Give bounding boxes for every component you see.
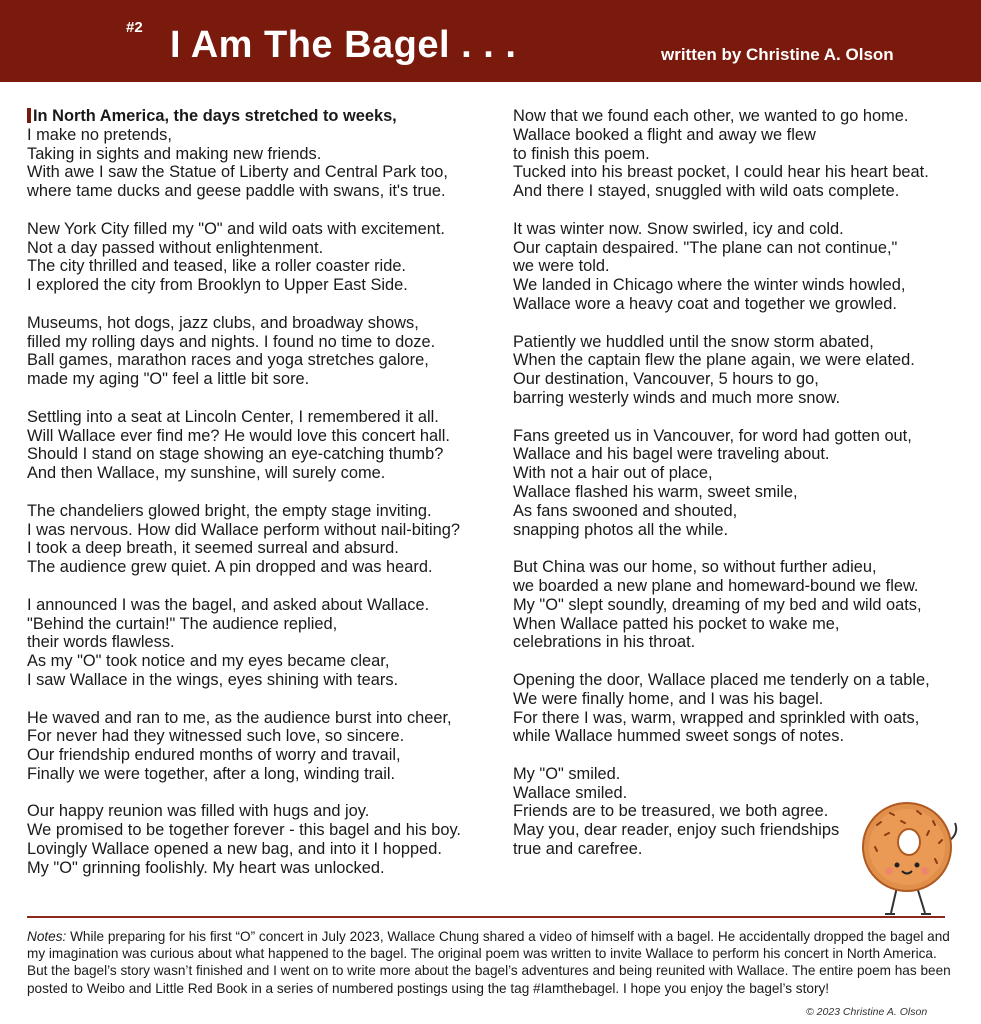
poem-line: I took a deep breath, it seemed surreal and absurd. (27, 539, 399, 558)
poem-line: Museums, hot dogs, jazz clubs, and broadway shows, (27, 313, 419, 332)
poem-line: I explored the city from Brooklyn to Upper East Side. (27, 276, 408, 295)
poem-line: We promised to be together forever - this bagel and his boy. (27, 821, 461, 840)
byline: written by Christine A. Olson (661, 45, 894, 64)
poem-line: The city thrilled and teased, like a roller coaster ride. (27, 257, 406, 276)
poem-line: We were finally home, and I was his bagel. (513, 689, 824, 708)
poem-line: Wallace booked a flight and away we flew (513, 125, 816, 144)
poem-line: May you, dear reader, enjoy such friendships (513, 821, 840, 840)
poem-line: where tame ducks and geese paddle with swans, it's true. (27, 182, 446, 201)
poem-line: Fans greeted us in Vancouver, for word had gotten out, (513, 426, 912, 445)
poem-line: But China was our home, so without further adieu, (513, 558, 877, 577)
poem-line: When the captain flew the plane again, we were elated. (513, 351, 915, 370)
stanza (513, 220, 930, 314)
poem-line: Opening the door, Wallace placed me tenderly on a table, (513, 670, 930, 689)
poem-line: I announced I was the bagel, and asked about Wallace. (27, 595, 430, 614)
stanza (513, 671, 930, 746)
poem-line: Wallace wore a heavy coat and together we growled. (513, 294, 897, 313)
poem-line: I saw Wallace in the wings, eyes shining with tears. (27, 670, 399, 689)
poem-line: to finish this poem. (513, 144, 650, 163)
poem-line: Wallace flashed his warm, sweet smile, (513, 482, 798, 501)
poem-line: We landed in Chicago where the winter winds howled, (513, 276, 906, 295)
poem-line: Friends are to be treasured, we both agree. (513, 802, 829, 821)
poem-line: For never had they witnessed such love, so sincere. (27, 727, 405, 746)
poem-line: Wallace smiled. (513, 783, 628, 802)
poem-line: My "O" smiled. (513, 764, 621, 783)
header-banner (0, 0, 981, 82)
poem-line: Ball games, marathon races and yoga stretches galore, (27, 351, 429, 370)
stanza (513, 333, 930, 408)
poem-line: Our happy reunion was filled with hugs and joy. (27, 802, 370, 821)
poem-column-left (27, 107, 461, 896)
stanza (513, 107, 930, 201)
poem-line: Our captain despaired. "The plane can not continue," (513, 238, 898, 257)
poem-line: filled my rolling days and nights. I found no time to doze. (27, 332, 436, 351)
poem-line: Settling into a seat at Lincoln Center, I remembered it all. (27, 407, 439, 426)
stanza (27, 107, 461, 201)
poem-line: For there I was, warm, wrapped and sprinkled with oats, (513, 708, 920, 727)
stanza (27, 596, 461, 690)
poem-line: Taking in sights and making new friends. (27, 144, 322, 163)
poem-column-right (513, 107, 930, 878)
poem-line: Should I stand on stage showing an eye-catching thumb? (27, 445, 444, 464)
divider (27, 916, 945, 918)
bagel-character-icon (855, 795, 965, 920)
poem-line: The audience grew quiet. A pin dropped and was heard. (27, 558, 433, 577)
poem-line: Not a day passed without enlightenment. (27, 238, 324, 257)
notes-text: While preparing for his first “O” concert in July 2023, Wallace Chung shared a video of himself with a bagel. He accidentally dropped the bagel and my imagination was curious about what happened to the bagel. The original poem was written to invite Wallace to perform his concert in North America. But the bagel’s story wasn’t finished and I went on to write more about the bagel’s adventures and being reunited with Wallace. The entire poem has been posted to Weibo and Little Red Book in a series of numbered postings using the tag #Iamthebagel. I hope you enjoy the bagel’s story! (27, 929, 951, 996)
first-line-text: In North America, the days stretched to weeks, (33, 107, 397, 125)
poem-line: And there I stayed, snuggled with wild oats complete. (513, 182, 900, 201)
stanza (27, 709, 461, 784)
stanza (27, 802, 461, 877)
stanza (513, 427, 930, 540)
poem-line: true and carefree. (513, 840, 643, 859)
poem-line: And then Wallace, my sunshine, will surely come. (27, 464, 386, 483)
poem-line: He waved and ran to me, as the audience burst into cheer, (27, 708, 452, 727)
poem-line: When Wallace patted his pocket to wake me, (513, 614, 840, 633)
notes-label: Notes: (27, 929, 67, 944)
poem-line: It was winter now. Snow swirled, icy and cold. (513, 219, 844, 238)
poem-line: Our friendship endured months of worry and travail, (27, 746, 401, 765)
page-title: I Am The Bagel . . . (170, 24, 517, 66)
poem-line: we boarded a new plane and homeward-bound we flew. (513, 576, 919, 595)
poem-line: made my aging "O" feel a little bit sore. (27, 370, 310, 389)
poem-line: My "O" slept soundly, dreaming of my bed and wild oats, (513, 595, 922, 614)
poem-line: "Behind the curtain!" The audience replied, (27, 614, 338, 633)
poem-line: their words flawless. (27, 633, 175, 652)
poem-line: Tucked into his breast pocket, I could hear his heart beat. (513, 163, 929, 182)
poem-line: barring westerly winds and much more snow. (513, 388, 841, 407)
stanza (27, 502, 461, 577)
poem-number: #2 (126, 19, 143, 36)
poem-line: The chandeliers glowed bright, the empty stage inviting. (27, 501, 432, 520)
poem-line: we were told. (513, 257, 610, 276)
poem-line (27, 107, 461, 126)
poem-line: Finally we were together, after a long, winding trail. (27, 764, 396, 783)
poem-line: My "O" grinning foolishly. My heart was unlocked. (27, 858, 385, 877)
poem-line: As my "O" took notice and my eyes became clear, (27, 652, 390, 671)
poem-line: snapping photos all the while. (513, 520, 729, 539)
poem-line: I make no pretends, (27, 125, 172, 144)
poem-line: Now that we found each other, we wanted to go home. (513, 107, 909, 125)
poem-line: Lovingly Wallace opened a new bag, and into it I hopped. (27, 840, 442, 859)
poem-line: With awe I saw the Statue of Liberty and Central Park too, (27, 163, 448, 182)
stanza (27, 220, 461, 295)
copyright: © 2023 Christine A. Olson (806, 1006, 928, 1018)
poem-line: Will Wallace ever find me? He would love this concert hall. (27, 426, 450, 445)
poem-line: With not a hair out of place, (513, 464, 713, 483)
poem-line: Patiently we huddled until the snow storm abated, (513, 332, 874, 351)
poem-line: Our destination, Vancouver, 5 hours to go, (513, 370, 819, 389)
poem-line: I was nervous. How did Wallace perform without nail-biting? (27, 520, 461, 539)
poem-line: Wallace and his bagel were traveling about. (513, 445, 830, 464)
dropcap-bar (27, 108, 31, 123)
stanza (27, 408, 461, 483)
poem-line: celebrations in his throat. (513, 633, 696, 652)
notes-section (27, 928, 952, 997)
stanza (513, 558, 930, 652)
poem-line: while Wallace hummed sweet songs of notes. (513, 727, 845, 746)
poem-line: As fans swooned and shouted, (513, 501, 738, 520)
stanza (27, 314, 461, 389)
poem-line: New York City filled my "O" and wild oats with excitement. (27, 219, 445, 238)
